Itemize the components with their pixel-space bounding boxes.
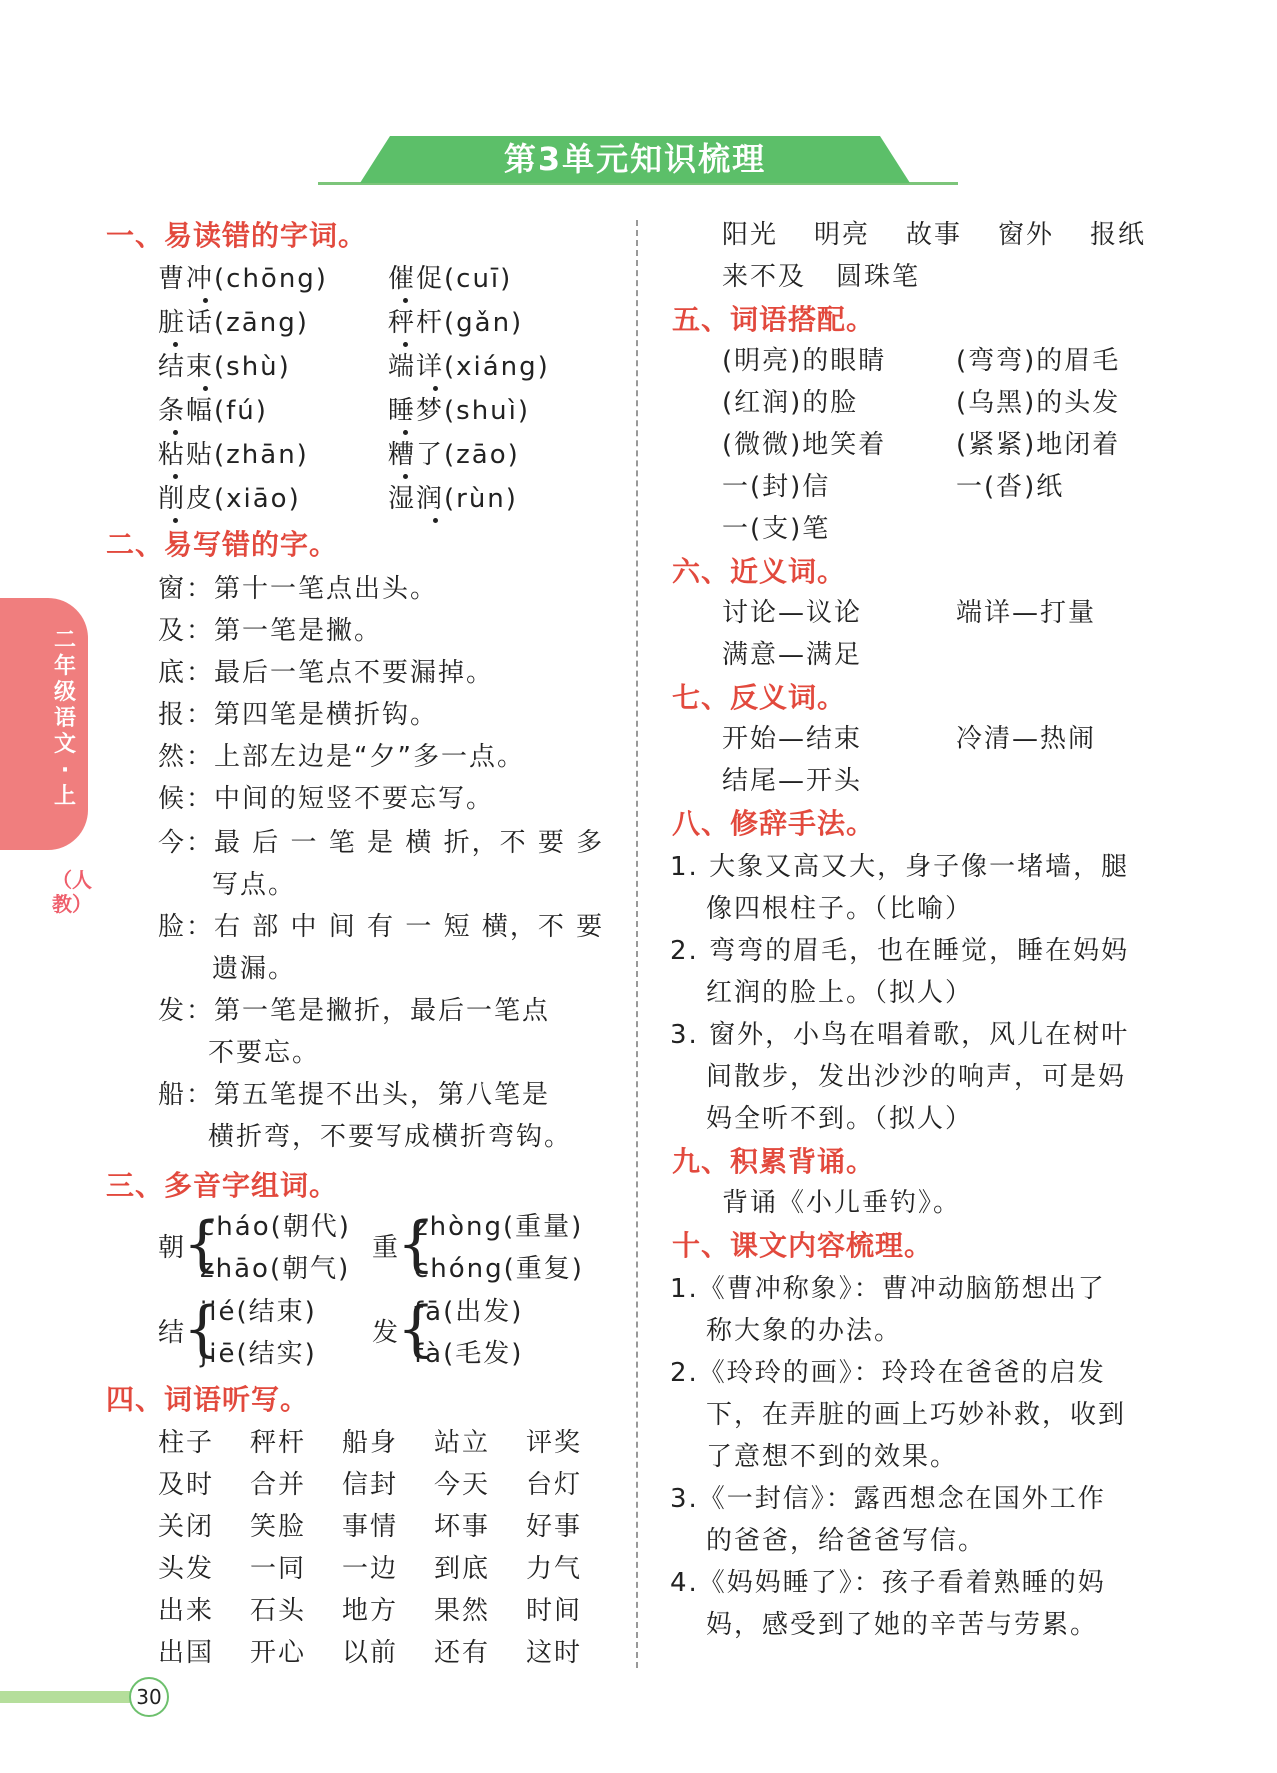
synonym-pair: 端详—打量 (956, 598, 1097, 628)
word-item: 结束(shù) (158, 352, 291, 382)
word-item: 曹冲(chōng) (158, 264, 328, 294)
lesson-line: 1.《曹冲称象》：曹冲动脑筋想出了 (670, 1274, 1106, 1304)
footer-bar (0, 1691, 133, 1703)
dictation-row: 柱子 秤杆 船身 站立 评奖 (158, 1428, 583, 1458)
grade-label: 二年级语文·上 (53, 628, 76, 809)
heading-s4: 四、词语听写。 (106, 1383, 310, 1416)
collocation: (明亮)的眼睛 (722, 346, 887, 376)
heading-s5: 五、词语搭配。 (672, 303, 876, 336)
note-line: 船：第五笔提不出头，第八笔是 (158, 1080, 551, 1110)
column-divider (636, 220, 638, 1668)
polyphone-char: 结 (158, 1318, 187, 1348)
collocation: (弯弯)的眉毛 (956, 346, 1121, 376)
lesson-line: 了意想不到的效果。 (706, 1442, 959, 1472)
word-item: 糟了(zāo) (388, 440, 520, 470)
word-item: 秤杆(gǎn) (388, 308, 524, 338)
dictation-row: 及时 合并 信封 今天 台灯 (158, 1470, 583, 1500)
collocation: (乌黑)的头发 (956, 388, 1121, 418)
word-item: 催促(cuī) (388, 264, 513, 294)
antonym-pair: 冷清—热闹 (956, 724, 1097, 754)
note-line: 写点。 (212, 870, 297, 900)
reading: jié(结束) (200, 1297, 317, 1327)
collocation: (紧紧)地闭着 (956, 430, 1121, 460)
rhetoric-line: 2. 弯弯的眉毛，也在睡觉，睡在妈妈 (670, 936, 1130, 966)
note-line: 发：第一笔是撇折，最后一笔点 (158, 996, 551, 1026)
collocation: (红润)的脸 (722, 388, 859, 418)
emphasis-dot (403, 474, 408, 479)
note-line: 不要忘。 (208, 1038, 321, 1068)
antonym-pair: 结尾—开头 (722, 766, 863, 796)
emphasis-dot (203, 298, 208, 303)
lesson-line: 称大象的办法。 (706, 1316, 903, 1346)
synonym-pair: 满意—满足 (722, 640, 863, 670)
page-number: 30 (129, 1677, 169, 1717)
reading: fā(出发) (414, 1297, 524, 1327)
word-item: 削皮(xiāo) (158, 484, 301, 514)
brace: { (397, 1209, 436, 1279)
heading-s9: 九、积累背诵。 (672, 1145, 876, 1178)
brace: { (183, 1294, 222, 1364)
collocation: 一(沓)纸 (956, 472, 1065, 502)
emphasis-dot (433, 518, 438, 523)
rhetoric-line: 妈全听不到。（拟人） (706, 1104, 974, 1134)
word-item: 端详(xiáng) (388, 352, 550, 382)
rhetoric-line: 1. 大象又高又大，身子像一堵墙，腿 (670, 852, 1130, 882)
heading-s2: 二、易写错的字。 (106, 528, 339, 561)
page-title: 第3单元知识梳理 (503, 140, 767, 178)
dictation-row: 来不及 圆珠笔 (722, 262, 921, 292)
brace: { (183, 1209, 222, 1279)
dictation-row: 出来 石头 地方 果然 时间 (158, 1596, 583, 1626)
note-line: 底：最后一笔点不要漏掉。 (158, 658, 495, 688)
lesson-line: 妈，感受到了她的辛苦与劳累。 (706, 1610, 1099, 1640)
edition-label: （人教） (52, 868, 92, 916)
lesson-line: 下，在弄脏的画上巧妙补救，收到 (706, 1400, 1127, 1430)
lesson-line: 4.《妈妈睡了》：孩子看着熟睡的妈 (670, 1568, 1106, 1598)
emphasis-dot (173, 430, 178, 435)
word-item: 粘贴(zhān) (158, 440, 309, 470)
rhetoric-line: 3. 窗外，小鸟在唱着歌，风儿在树叶 (670, 1020, 1130, 1050)
reading: cháo(朝代) (200, 1212, 351, 1242)
reading: jiē(结实) (200, 1339, 317, 1369)
emphasis-dot (433, 386, 438, 391)
emphasis-dot (403, 430, 408, 435)
collocation: 一(封)信 (722, 472, 831, 502)
rhetoric-line: 间散步，发出沙沙的响声，可是妈 (706, 1062, 1127, 1092)
polyphone-char: 发 (372, 1318, 401, 1348)
note-line: 今：最 后 一 笔 是 横 折，不 要 多 (158, 828, 605, 858)
emphasis-dot (173, 474, 178, 479)
note-line: 然：上部左边是“夕”多一点。 (158, 742, 525, 772)
antonym-pair: 开始—结束 (722, 724, 863, 754)
dictation-row: 头发 一同 一边 到底 力气 (158, 1554, 583, 1584)
word-item: 脏话(zāng) (158, 308, 309, 338)
emphasis-dot (173, 518, 178, 523)
synonym-pair: 讨论—议论 (722, 598, 863, 628)
reading: chóng(重复) (414, 1254, 584, 1284)
emphasis-dot (203, 386, 208, 391)
heading-s7: 七、反义词。 (672, 681, 847, 714)
collocation: (微微)地笑着 (722, 430, 887, 460)
note-line: 及：第一笔是撇。 (158, 616, 383, 646)
lesson-line: 的爸爸，给爸爸写信。 (706, 1526, 987, 1556)
note-line: 横折弯，不要写成横折弯钩。 (208, 1122, 573, 1152)
reading: zhòng(重量) (414, 1212, 584, 1242)
polyphone-char: 重 (372, 1233, 401, 1263)
emphasis-dot (403, 298, 408, 303)
lesson-line: 2.《玲玲的画》：玲玲在爸爸的启发 (670, 1358, 1106, 1388)
note-line: 窗：第十一笔点出头。 (158, 574, 439, 604)
brace: { (397, 1294, 436, 1364)
heading-s8: 八、修辞手法。 (672, 807, 876, 840)
polyphone-char: 朝 (158, 1233, 187, 1263)
heading-s1: 一、易读错的字词。 (106, 219, 368, 252)
lesson-line: 3.《一封信》：露西想念在国外工作 (670, 1484, 1106, 1514)
word-item: 条幅(fú) (158, 396, 268, 426)
collocation: 一(支)笔 (722, 514, 831, 544)
word-item: 睡梦(shuì) (388, 396, 531, 426)
rhetoric-line: 红润的脸上。（拟人） (706, 978, 974, 1008)
note-line: 遗漏。 (212, 954, 297, 984)
dictation-row: 阳光 明亮 故事 窗外 报纸 (722, 220, 1147, 250)
emphasis-dot (173, 342, 178, 347)
dictation-row: 关闭 笑脸 事情 坏事 好事 (158, 1512, 583, 1542)
note-line: 脸：右 部 中 间 有 一 短 横，不 要 (158, 912, 605, 942)
dictation-row: 出国 开心 以前 还有 这时 (158, 1638, 583, 1668)
heading-s10: 十、课文内容梳理。 (672, 1229, 934, 1262)
reading: fà(毛发) (414, 1339, 524, 1369)
heading-s3: 三、多音字组词。 (106, 1169, 339, 1202)
reading: zhāo(朝气) (200, 1254, 351, 1284)
heading-s6: 六、近义词。 (672, 555, 847, 588)
recite-line: 背诵《小儿垂钓》。 (722, 1188, 962, 1218)
note-line: 报：第四笔是横折钩。 (158, 700, 439, 730)
word-item: 湿润(rùn) (388, 484, 518, 514)
note-line: 候：中间的短竖不要忘写。 (158, 784, 495, 814)
emphasis-dot (403, 342, 408, 347)
rhetoric-line: 像四根柱子。（比喻） (706, 894, 974, 924)
